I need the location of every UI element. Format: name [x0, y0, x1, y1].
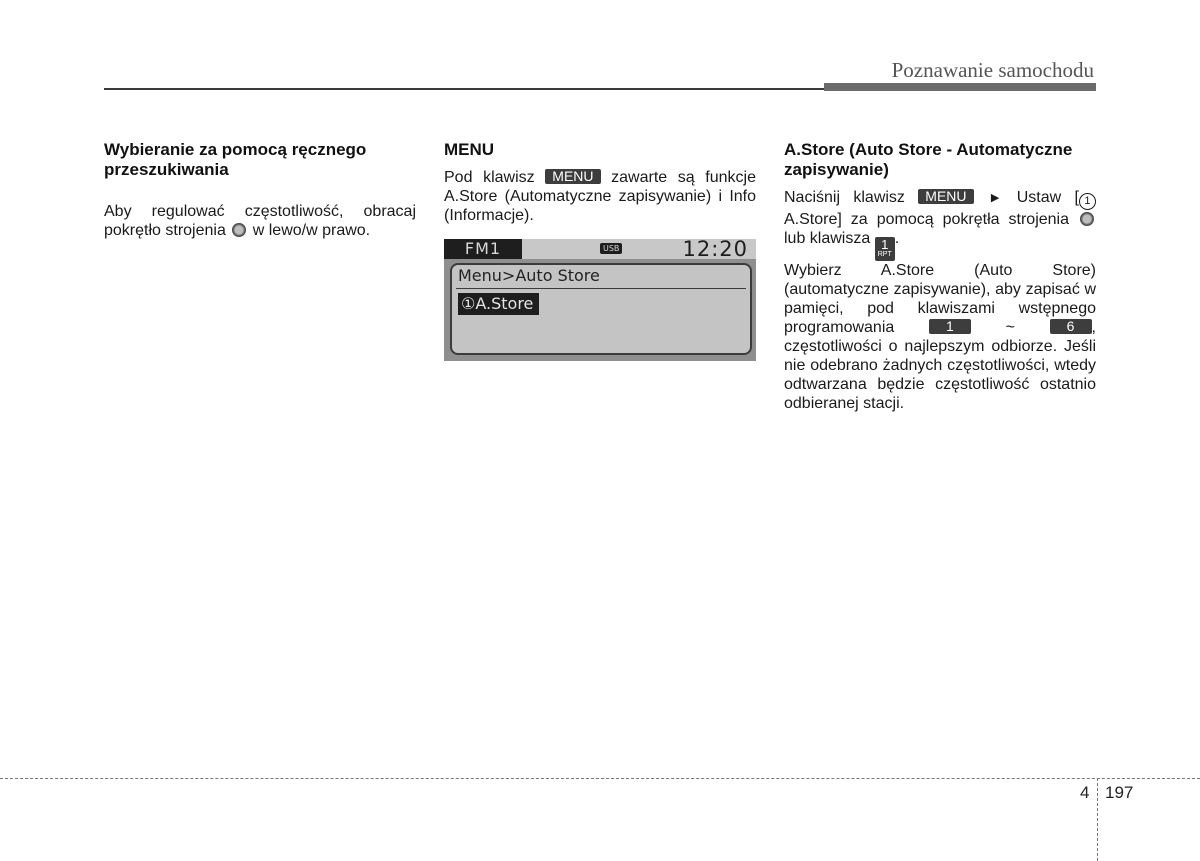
- tuning-knob-icon: [1080, 212, 1094, 226]
- display-selected-item: ①A.Store: [458, 293, 539, 315]
- section-heading: Wybieranie za pomocą ręcznego przeszukiwania: [104, 140, 367, 179]
- tuning-knob-icon: [232, 223, 246, 237]
- preset-key-1-icon: 1: [929, 319, 971, 334]
- menu-key-icon: MENU: [545, 169, 600, 184]
- text: A.Store] za pomocą pokrętła strojenia: [784, 211, 1069, 228]
- column-auto-store: [784, 140, 1096, 413]
- display-divider: [456, 288, 746, 289]
- rpt-key-label: RPT: [877, 251, 892, 258]
- text: Pod klawisz: [444, 169, 535, 186]
- text: lub klawisza: [784, 230, 871, 247]
- arrow-right-icon: ▶: [990, 192, 1000, 204]
- display-screen: [450, 263, 752, 355]
- text: .: [894, 230, 900, 247]
- paragraph: [784, 188, 1096, 261]
- text: Aby regulować częstotliwość, obracaj pokrętło strojenia: [104, 203, 416, 239]
- column-manual-tuning: [104, 140, 416, 240]
- circled-number-icon: 1: [1079, 193, 1096, 210]
- paragraph: [104, 202, 416, 240]
- text: Ustaw [: [1016, 189, 1079, 206]
- text: Wybierz A.Store (Auto Store) (automatyczne zapisywanie), aby zapisać w pamięci, pod klawiszami wstępnego programowania: [784, 261, 1096, 336]
- usb-icon: USB: [600, 243, 622, 254]
- footer-dashed-rule: [0, 778, 1200, 779]
- chapter-number: 4: [1080, 783, 1090, 802]
- section-heading: MENU: [444, 140, 495, 159]
- paragraph: [444, 168, 756, 225]
- display-clock: 12:20: [682, 237, 748, 261]
- footer-dashed-divider: [1097, 778, 1098, 861]
- text: w lewo/w prawo.: [252, 222, 371, 239]
- menu-key-icon: MENU: [918, 189, 973, 204]
- text: Naciśnij klawisz: [784, 189, 905, 206]
- column-menu: [444, 140, 756, 361]
- page-number: 197: [1105, 783, 1134, 802]
- text: , częstotliwości o najlepszym odbiorze. Jeśli nie odebrano żadnych częstotliwości, wtedy odtwarzana będzie częstotliwość ostatnio odbieranej stacji.: [784, 318, 1096, 412]
- rpt-key-icon: [875, 237, 895, 261]
- running-header: Poznawanie samochodu: [891, 58, 1094, 82]
- radio-display-illustration: [444, 239, 756, 361]
- section-heading: A.Store (Auto Store - Automatyczne zapisywanie): [784, 140, 1073, 179]
- text: ~: [1005, 318, 1015, 336]
- rpt-key-number: 1: [881, 237, 889, 252]
- text: zawarte są funkcje A.Store (Automatyczne zapisywanie) i Info (Informacje).: [444, 169, 756, 224]
- preset-key-6-icon: 6: [1050, 319, 1092, 334]
- paragraph: [784, 261, 1096, 413]
- header-rule-accent: [824, 83, 1096, 91]
- display-band: FM1: [444, 239, 522, 259]
- display-menu-path: Menu>Auto Store: [458, 266, 600, 285]
